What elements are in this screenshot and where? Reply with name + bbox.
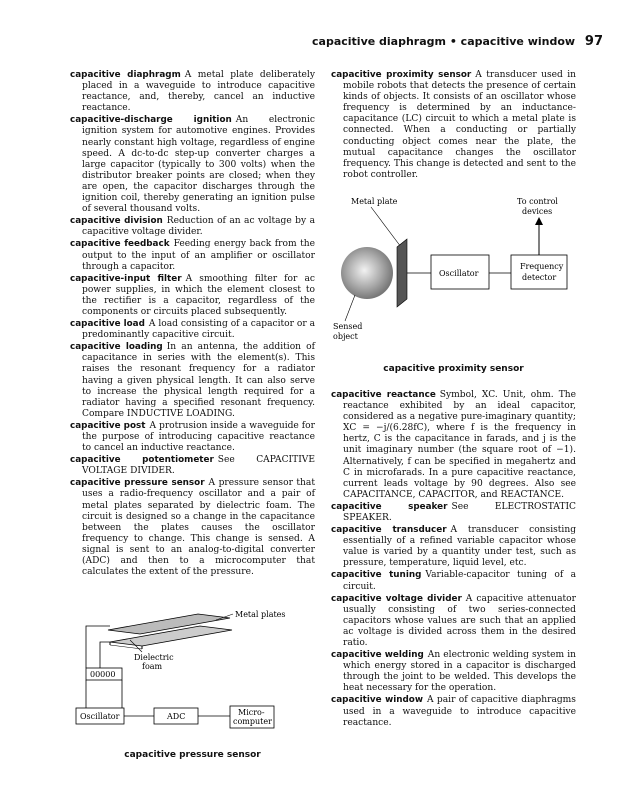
entry-definition: A smoothing filter for ac power supplies, in which the element closest to the rectifier is a capacitor, regardless of the components or circuits placed subsequently.	[82, 273, 315, 317]
dictionary-entry	[70, 421, 315, 454]
running-head	[312, 34, 603, 49]
entry-term: capacitive post	[70, 420, 146, 431]
frequency-detector-box	[511, 255, 567, 289]
entry-term: capacitive potentiometer	[70, 455, 214, 466]
left-entries	[70, 70, 315, 578]
entry-definition: Symbol, XC. Unit, ohm. The reactance exhibited by an ideal capacitor, considered as a negative pure-imaginary quantity; XC = −j/(6.28fC), where f is the frequency in hertz, C is the capacitance in farads, and j is the unit imaginary number (the square root of −1). Alternatively, f can be specified in megahertz and C in microfarads. In a pure capacitive reactance, current leads voltage by 90 degrees. Also see CAPACITANCE, CAPACITOR, and REACTANCE.	[343, 389, 576, 500]
dictionary-entry	[331, 650, 576, 694]
entry-definition: In an antenna, the addition of capacitance in series with the element(s). This raises the resonant frequency for a radiator having a given physical length. It can also serve to increase the physical length required for a radiator having a specified resonant frequency. Compare INDUCTIVE LOADING.	[82, 342, 315, 419]
entry-definition: Feeding energy back from the output to the input of an amplifier or oscillator through a capacitor.	[82, 239, 315, 272]
sensed-label-2: object	[333, 331, 358, 341]
dictionary-entry	[70, 70, 315, 114]
entry-term: capacitive load	[70, 319, 145, 330]
entry-term: capacitive transducer	[331, 525, 447, 536]
dictionary-entry	[331, 570, 576, 592]
entry-definition: An electronic ignition system for automotive engines. Provides nearly constant high voltage, regardless of engine speed. A dc-to-dc step-up converter charges a large capacitor (typically to 300 volts) when the distributor breaker points are closed; when they are open, the capacitor discharges through the ignition coil, thereby generating an ignition pulse of several thousand volts.	[82, 115, 315, 215]
dictionary-entry	[331, 525, 576, 569]
entry-term: capacitive division	[70, 216, 163, 227]
pressure-sensor-figure	[70, 608, 315, 760]
entry-term: capacitive proximity sensor	[331, 70, 472, 80]
entry-term: capacitive window	[331, 695, 423, 706]
entry-term: capacitive-input filter	[70, 273, 182, 284]
micro-label-2: computer	[233, 717, 272, 727]
entry-definition: A pair of capacitive diaphragms used in a waveguide to introduce capacitive reactance.	[343, 695, 576, 728]
entry-term: capacitive loading	[70, 342, 163, 353]
proximity-sensor-figure	[331, 195, 576, 374]
entry-definition: Variable-capacitor tuning of a circuit.	[343, 570, 577, 592]
metal-plate	[397, 239, 407, 307]
entry-term: capacitive diaphragm	[70, 70, 181, 80]
right-entries-top	[331, 70, 576, 181]
entry-term: capacitive voltage divider	[331, 593, 462, 604]
sensed-object-sphere	[341, 247, 393, 299]
entry-definition: A pressure sensor that uses a radio-frequency oscillator and a pair of metal plates separated by dielectric foam. The circuit is designed so a change in the capacitance between the plates causes the oscillator frequency to change. This change is sensed. A signal is sent to an analog-to-digital converter (ADC) and then to a microcomputer that calculates the extent of the pressure.	[82, 478, 315, 578]
right-entries-bottom	[331, 390, 576, 729]
dictionary-entry	[70, 455, 315, 477]
micro-label-1: Micro-	[238, 708, 265, 718]
entry-term: capacitive-discharge ignition	[70, 115, 232, 126]
pressure-figure-caption: capacitive pressure sensor	[124, 750, 261, 761]
dictionary-entry	[70, 342, 315, 420]
dictionary-entry	[70, 319, 315, 341]
proximity-sensor-diagram	[331, 195, 576, 370]
entry-definition: A transducer used in mobile robots that detects the presence of certain kinds of objects. It consists of an oscillator whose frequency is determined by an inductance-capacitance (LC) circuit to which a metal plate is connected. When a conducting or partially conducting object comes near the plate, the mutual capacitance changes the oscillator frequency. This change is detected and sent to the robot controller.	[343, 70, 576, 180]
entry-term: capacitive reactance	[331, 389, 436, 400]
freq-label-1: Frequency	[520, 261, 564, 271]
to-control-label-1: To control	[517, 196, 558, 206]
metal-plate-label: Metal plate	[351, 196, 398, 206]
entry-definition: See CAPACITIVE VOLTAGE DIVIDER.	[82, 455, 315, 477]
pressure-sensor-diagram	[70, 608, 315, 748]
entry-term: capacitive speaker	[331, 501, 448, 512]
dictionary-entry	[70, 239, 315, 272]
sensed-label-1: Sensed	[333, 321, 363, 331]
entry-definition: A capacitive attenuator usually consisting of two series-connected capacitors whose values are such that an applied ac voltage is divided across them in the desired ratio.	[343, 593, 576, 648]
dictionary-entry	[70, 216, 315, 238]
entry-definition: A metal plate deliberately placed in a waveguide to introduce capacitive reactance, and, thereby, cancel an inductive reactance.	[82, 70, 315, 114]
adc-label: ADC	[167, 712, 186, 722]
dictionary-entry	[331, 70, 576, 181]
dielectric-label-2: foam	[142, 662, 163, 672]
right-column	[331, 70, 576, 730]
dictionary-entry	[331, 502, 576, 524]
running-head-text: capacitive diaphragm • capacitive window	[312, 35, 576, 48]
arrow-up-icon	[535, 217, 543, 225]
dictionary-entry	[331, 390, 576, 501]
to-control-label-2: devices	[522, 206, 553, 216]
proximity-figure-caption: capacitive proximity sensor	[383, 363, 524, 374]
freq-label-2: detector	[522, 272, 557, 282]
dictionary-entry	[331, 594, 576, 649]
dictionary-entry	[70, 478, 315, 578]
entry-term: capacitive tuning	[331, 570, 422, 581]
entry-definition: A protrusion inside a waveguide for the purpose of introducing capacitive reactance to cancel an inductive reactance.	[82, 420, 315, 454]
left-column	[70, 70, 315, 760]
oscillator-label: Oscillator	[80, 712, 120, 722]
dictionary-entry	[331, 695, 576, 728]
svg-text:00000: 00000	[90, 670, 116, 680]
entry-definition: A load consisting of a capacitor or a predominantly capacitive circuit.	[82, 319, 316, 341]
osc-label: Oscillator	[439, 268, 479, 278]
entry-definition: Reduction of an ac voltage by a capacitive voltage divider.	[82, 216, 315, 238]
dictionary-entry	[70, 274, 315, 318]
dictionary-entry	[70, 115, 315, 215]
entry-definition: An electronic welding system in which energy stored in a capacitor is discharged through the joint to be welded. This develops the heat necessary for the operation.	[343, 650, 577, 694]
page-number: 97	[584, 34, 603, 49]
metal-plates-label: Metal plates	[235, 610, 286, 620]
entry-term: capacitive pressure sensor	[70, 478, 205, 489]
entry-definition: See ELECTROSTATIC SPEAKER.	[343, 501, 576, 523]
dielectric-label-1: Dielectric	[134, 653, 174, 663]
entry-definition: A transducer consisting essentially of a refined variable capacitor whose value is varied by a quantity under test, such as pressure, temperature, liquid level, etc.	[343, 525, 577, 569]
entry-term: capacitive feedback	[70, 239, 170, 250]
entry-term: capacitive welding	[331, 650, 424, 661]
